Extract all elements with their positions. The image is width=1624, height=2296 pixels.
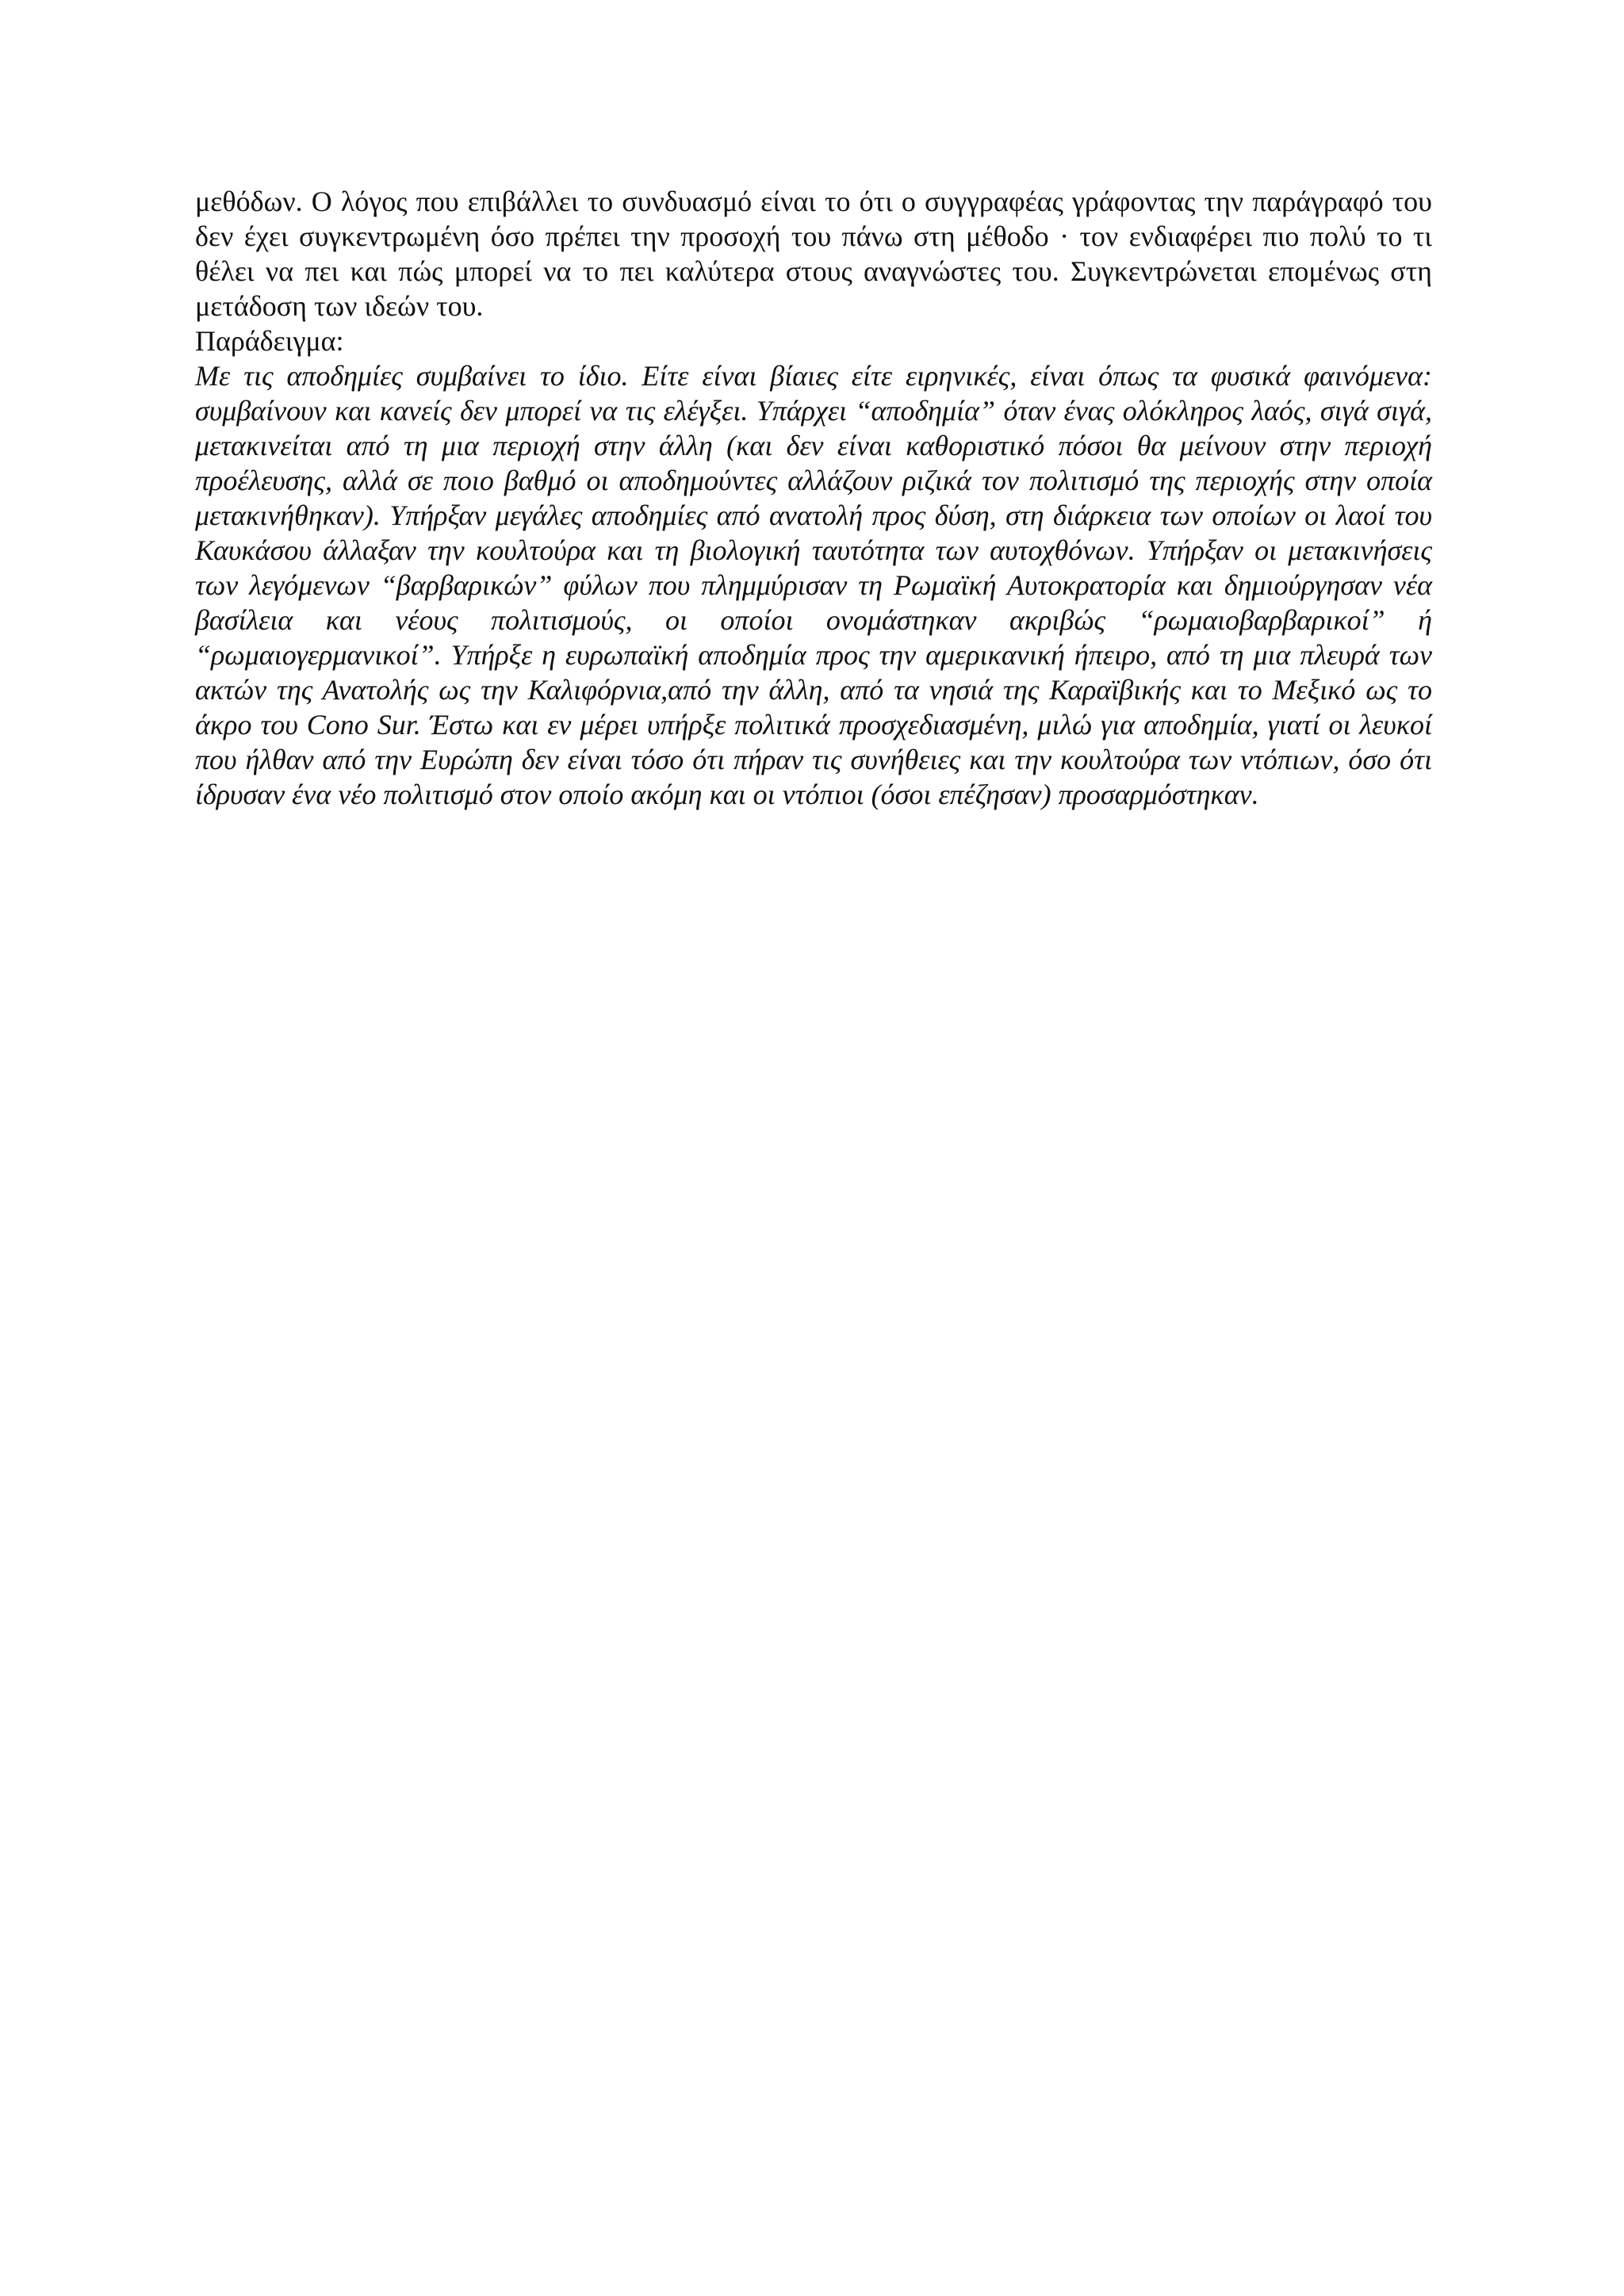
example-paragraph: Με τις αποδημίες συμβαίνει το ίδιο. Είτε είναι βίαιες είτε ειρηνικές, είναι όπως τα φυσικά φαινόμενα: συμβαίνουν και κανείς δεν μπορεί να τις ελέγξει. Υπάρχει “αποδημία” όταν ένας ολόκληρος λαός, σιγά σιγά, μετακινείται από τη μια περιοχή στην άλλη (και δεν είναι καθοριστικό πόσοι θα μείνουν στην περιοχή προέλευσης, αλλά σε ποιο βαθμό οι αποδημούντες αλλάζουν ριζικά τον πολιτισμό της περιοχής στην οποία μετακινήθηκαν). Υπήρξαν μεγάλες αποδημίες από ανατολή προς δύση, στη διάρκεια των οποίων οι λαοί του Καυκάσου άλλαξαν την κουλτούρα και τη βιολογική ταυτότητα των αυτοχθόνων. Υπήρξαν οι μετακινήσεις των λεγόμενων “βαρβαρικών” φύλων που πλημμύρισαν τη Ρωμαϊκή Αυτοκρατορία και δημιούργησαν νέα βασίλεια και νέους πολιτισμούς, οι οποίοι ονομάστηκαν ακριβώς “ρωμαιοβαρβαρικοί” ή “ρωμαιογερμανικοί”. Υπήρξε η ευρωπαϊκή αποδημία προς την αμερικανική ήπειρο, από τη μια πλευρά των ακτών της Ανατολής ως την Καλιφόρνια,από την άλλη, από τα νησιά της Καραϊβικής και το Μεξικό ως το άκρο του Cono Sur. Έστω και εν μέρει υπήρξε πολιτικά προσχεδιασμένη, μιλώ για αποδημία, γιατί οι λευκοί που ήλθαν από την Ευρώπη δεν είναι τόσο ότι πήραν τις συνήθειες και την κουλτούρα των ντόπιων, όσο ότι ίδρυσαν ένα νέο πολιτισμό στον οποίο ακόμη και οι ντόπιοι (όσοι επέζησαν) προσαρμόστηκαν. [195, 360, 1432, 810]
example-label: Παράδειγμα: [195, 325, 344, 357]
text-block [195, 184, 1432, 812]
intro-paragraph: μεθόδων. Ο λόγος που επιβάλλει το συνδυασμό είναι το ότι ο συγγραφέας γράφοντας την παράγραφό του δεν έχει συγκεντρωμένη όσο πρέπει την προσοχή του πάνω στη μέθοδο · τον ενδιαφέρει πιο πολύ το τι θέλει να πει και πώς μπορεί να το πει καλύτερα στους αναγνώστες του. Συγκεντρώνεται επομένως στη μετάδοση των ιδεών του. [195, 186, 1432, 322]
